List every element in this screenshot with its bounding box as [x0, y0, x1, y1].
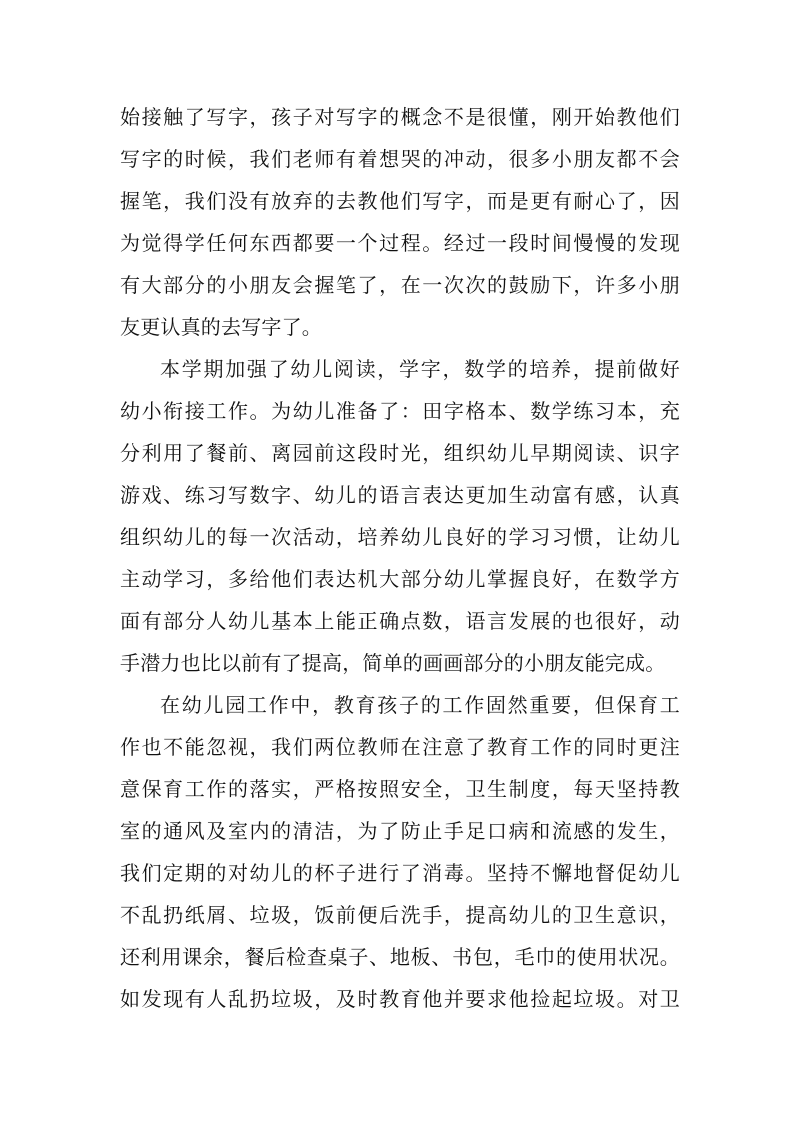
- text-line: 分利用了餐前、离园前这段时光，组织幼儿早期阅读、识字: [120, 441, 680, 465]
- text-line: 握笔，我们没有放弃的去教他们写字，而是更有耐心了，因: [120, 189, 680, 213]
- text-line: 还利用课余，餐后检查桌子、地板、书包，毛巾的使用状况。: [120, 945, 680, 969]
- text-line: 不乱扔纸屑、垃圾，饭前便后洗手，提高幼儿的卫生意识，: [120, 903, 680, 927]
- text-line: 作也不能忽视，我们两位教师在注意了教育工作的同时更注: [120, 735, 680, 759]
- text-line: 友更认真的去写字了。: [120, 315, 322, 339]
- text-line: 意保育工作的落实，严格按照安全，卫生制度，每天坚持教: [120, 777, 680, 801]
- text-line: 本学期加强了幼儿阅读，学字，数学的培养，提前做好: [160, 357, 680, 381]
- text-line: 面有部分人幼儿基本上能正确点数，语言发展的也很好，动: [120, 609, 680, 633]
- text-line: 为觉得学任何东西都要一个过程。经过一段时间慢慢的发现: [120, 231, 680, 255]
- text-line: 始接触了写字，孩子对写字的概念不是很懂，刚开始教他们: [120, 105, 680, 129]
- text-line: 幼小衔接工作。为幼儿准备了：田字格本、数学练习本，充: [120, 399, 680, 423]
- document-body: [120, 96, 680, 1020]
- text-line: 组织幼儿的每一次活动，培养幼儿良好的学习习惯，让幼儿: [120, 525, 680, 549]
- text-line: 在幼儿园工作中，教育孩子的工作固然重要，但保育工: [160, 693, 680, 717]
- text-line: 游戏、练习写数字、幼儿的语言表达更加生动富有感，认真: [120, 483, 680, 507]
- text-line: 手潜力也比以前有了提高，简单的画画部分的小朋友能完成。: [120, 651, 666, 675]
- text-line: 室的通风及室内的清洁，为了防止手足口病和流感的发生，: [120, 819, 680, 843]
- text-line: 主动学习，多给他们表达机大部分幼儿掌握良好，在数学方: [120, 567, 680, 591]
- text-line: 我们定期的对幼儿的杯子进行了消毒。坚持不懈地督促幼儿: [120, 861, 680, 885]
- text-line: 有大部分的小朋友会握笔了，在一次次的鼓励下，许多小朋: [120, 273, 680, 297]
- text-line: 如发现有人乱扔垃圾，及时教育他并要求他捡起垃圾。对卫: [120, 987, 680, 1011]
- text-line: 写字的时候，我们老师有着想哭的冲动，很多小朋友都不会: [120, 147, 680, 171]
